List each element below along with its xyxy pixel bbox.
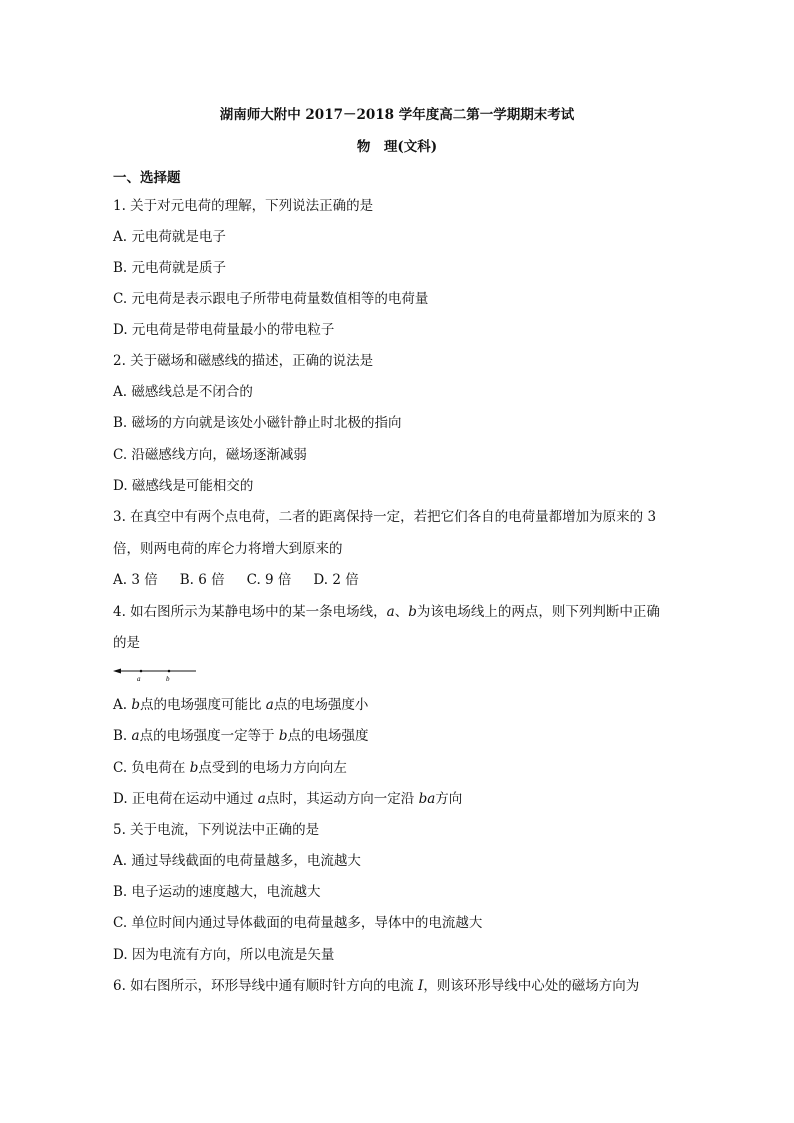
- option-text: 点受到的电场力方向向左: [198, 760, 347, 776]
- option-text: 方向: [435, 791, 463, 807]
- variable-a: a: [386, 604, 395, 620]
- stem-text: ，则该环形导线中心处的磁场方向为: [423, 978, 640, 994]
- question-2-option-d: D. 磁感线是可能相交的: [113, 478, 254, 494]
- option-text: 点的电场强度可能比: [140, 697, 266, 713]
- question-3-option-b: B. 6 倍: [179, 572, 225, 588]
- question-3-option-c: C. 9 倍: [246, 572, 292, 588]
- variable-ba: ba: [418, 791, 436, 807]
- question-3-stem-line-1: 3. 在真空中有两个点电荷，二者的距离保持一定，若把它们各自的电荷量都增加为原来的 3: [113, 509, 657, 525]
- question-5-option-d: D. 因为电流有方向，所以电流是矢量: [113, 947, 335, 963]
- question-1-stem: 1. 关于对元电荷的理解，下列说法正确的是: [113, 198, 374, 214]
- question-2-option-a: A. 磁感线总是不闭合的: [113, 384, 253, 400]
- question-2-option-b: B. 磁场的方向就是该处小磁针静止时北极的指向: [113, 415, 402, 431]
- question-3-option-d: D. 2 倍: [313, 572, 359, 588]
- question-1-option-b: B. 元电荷就是质子: [113, 260, 227, 276]
- point-b-dot: [168, 670, 171, 673]
- question-1-option-c: C. 元电荷是表示跟电子所带电荷量数值相等的电荷量: [113, 291, 429, 307]
- question-4-stem-line-1: [113, 603, 660, 621]
- option-text: C. 负电荷在: [113, 760, 190, 776]
- question-2-stem: 2. 关于磁场和磁感线的描述，正确的说法是: [113, 353, 374, 369]
- exam-title: 湖南师大附中 2017－2018 学年度高二第一学期期末考试: [219, 107, 575, 123]
- question-1-option-a: A. 元电荷就是电子: [113, 229, 226, 245]
- question-5-option-a: A. 通过导线截面的电荷量越多，电流越大: [113, 853, 361, 869]
- variable-a: a: [131, 728, 140, 744]
- point-a-dot: [140, 670, 143, 673]
- question-4-option-c: [113, 759, 347, 777]
- point-a-label: a: [137, 675, 141, 683]
- question-4-option-a: [113, 696, 368, 714]
- option-text: D. 正电荷在运动中通过: [113, 791, 258, 807]
- variable-a: a: [265, 697, 274, 713]
- option-prefix: B.: [113, 728, 132, 744]
- variable-b: b: [131, 697, 140, 713]
- option-text: 点时，其运动方向一定沿: [265, 791, 419, 807]
- variable-a: a: [257, 791, 266, 807]
- point-b-label: b: [166, 675, 170, 683]
- variable-b: b: [408, 604, 417, 620]
- question-5-option-b: B. 电子运动的速度越大，电流越大: [113, 884, 321, 900]
- question-3-stem-line-2: 倍，则两电荷的库仑力将增大到原来的: [113, 541, 343, 557]
- separator: 、: [394, 604, 409, 620]
- option-text: 点的电场强度一定等于: [139, 728, 279, 744]
- question-3-option-a: A. 3 倍: [113, 572, 158, 588]
- stem-text: 6. 如右图所示，环形导线中通有顺时针方向的电流: [113, 978, 418, 994]
- field-arrow-left-icon: [113, 669, 121, 674]
- question-1-option-d: D. 元电荷是带电荷量最小的带电粒子: [113, 322, 335, 338]
- question-5-option-c: C. 单位时间内通过导体截面的电荷量越多，导体中的电流越大: [113, 915, 483, 931]
- variable-b: b: [189, 760, 199, 776]
- question-4-stem-line-2: 的是: [113, 635, 140, 651]
- section-heading: 一、选择题: [113, 170, 181, 186]
- electric-field-line-figure: [113, 667, 203, 683]
- option-prefix: A.: [113, 697, 132, 713]
- option-text: 点的电场强度: [287, 728, 369, 744]
- question-6-stem: [113, 977, 639, 995]
- option-text: 点的电场强度小: [273, 697, 369, 713]
- question-3-options: [113, 571, 359, 589]
- question-4-option-b: [113, 727, 369, 745]
- question-2-option-c: C. 沿磁感线方向，磁场逐渐减弱: [113, 447, 307, 463]
- question-4-option-d: [113, 790, 462, 808]
- stem-text: 为该电场线上的两点，则下列判断中正确: [416, 604, 660, 620]
- variable-i: I: [417, 978, 424, 994]
- stem-text: 4. 如右图所示为某静电场中的某一条电场线，: [113, 604, 387, 620]
- variable-b: b: [278, 728, 288, 744]
- question-5-stem: 5. 关于电流，下列说法中正确的是: [113, 822, 320, 838]
- exam-subtitle: 物 理(文科): [356, 139, 438, 155]
